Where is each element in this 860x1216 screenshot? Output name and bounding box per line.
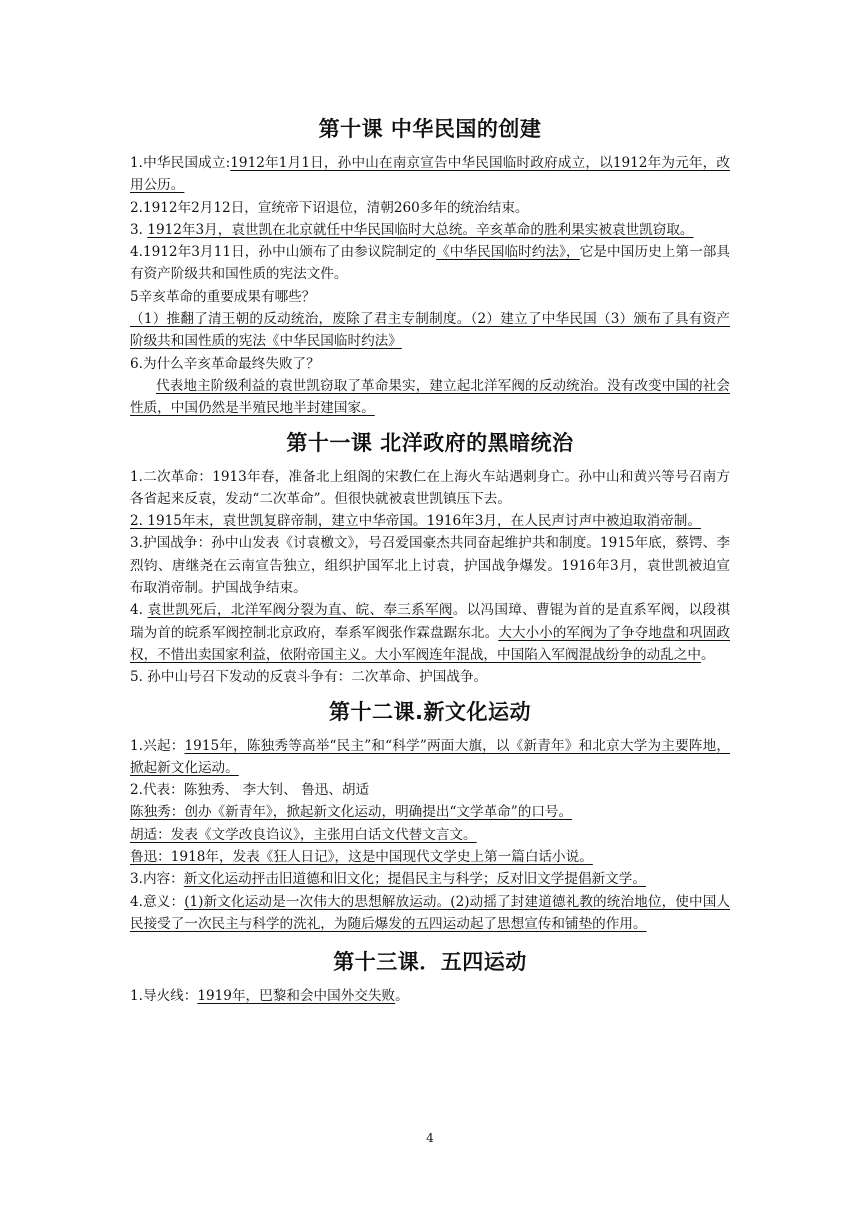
paragraph	[130, 868, 730, 890]
text: 。以冯国璋、曹锟为首的是直系军阀，以段祺瑞为首的皖系军阀控制北京政府，奉系军阀张作霖盘踞东北。	[130, 602, 731, 641]
paragraph	[130, 985, 730, 1007]
underlined-text: 胡适：发表《文学改良诌议》，主张用白话文代替文言文。	[130, 826, 477, 843]
lesson-12-body	[130, 735, 730, 936]
paragraph	[130, 510, 730, 532]
paragraph	[130, 599, 730, 666]
paragraph-lead: 1.中华民国成立:	[130, 155, 231, 171]
text: 它是中国历史上第一部具有资产阶级共和国性质的宪法文件。	[130, 244, 731, 283]
question: 6.为什么辛亥革命最终失败了？	[130, 355, 320, 372]
answer	[130, 308, 730, 353]
underlined-text: 代表地主阶级利益的袁世凯窃取了革命果实，建立起北洋军阀的反动统治。没有改变中国的社会性质，中国仍然是半殖民地半封建国家。	[130, 377, 730, 417]
underlined-text: (1)新文化运动是一次伟大的思想解放运动。(2)动摇了封建道德礼教的统治地位，使中国人民接受了一次民主与科学的洗礼，为随后爆发的五四运动起了思想宣传和铺垫的作用。	[130, 893, 730, 932]
text: 4.1912年3月11日，孙中山颁布了由参议院制定的	[130, 244, 437, 261]
underlined-text: 大大小小的军阀为了争夺地盘和巩固政权，不惜出卖国家利益，依附帝国主义。大小军阀连年混战，中国陷入军阀混战纷争的动乱之中	[130, 624, 731, 663]
lesson-13-title: 第十三课．五四运动	[333, 950, 527, 975]
paragraph-lead: 4.	[130, 602, 148, 619]
underlined-text: 陈独秀：创办《新青年》，掀起新文化运动，明确提出“文学革命”的口号。	[130, 804, 573, 821]
text: 。	[700, 646, 715, 663]
underlined-text: 鲁迅：1918年，发表《狂人日记》，这是中国现代文学史上第一篇白话小说。	[130, 849, 593, 866]
lesson-10-body	[130, 152, 730, 420]
lesson-10-title: 第十课 中华民国的创建	[318, 117, 542, 141]
lesson-11-title: 第十一课 北洋政府的黑暗统治	[286, 430, 574, 455]
answer	[130, 375, 730, 420]
paragraph	[130, 846, 730, 868]
paragraph: 2.1912年2月12日，宣统帝下诏退位，清朝260多年的统治结束。	[130, 199, 529, 216]
underlined-text: 1919年，巴黎和会中国外交失败	[197, 988, 396, 1005]
paragraph: 3.护国战争：孙中山发表《讨袁檄文》，号召爱国豪杰共同奋起维护共和制度。1915年底，蔡锷、李烈钧、唐继尧在云南宣告独立，组织护国军北上讨袁，护国战争爆发。1916年3月，袁世凯被迫宣布取消帝制。护国战争结束。	[130, 535, 730, 597]
paragraph	[130, 801, 730, 823]
paragraph	[130, 241, 730, 286]
paragraph: 5. 孙中山号召下发动的反袁斗争有：二次革命、护国战争。	[130, 669, 488, 686]
paragraph	[130, 824, 730, 846]
paragraph-lead: 3.内容：	[130, 871, 184, 888]
underlined-text: 《中华民国临时约法》，	[436, 244, 580, 261]
paragraph-lead: 1.兴起：	[130, 737, 185, 754]
underlined-text: （1）推翻了清王朝的反动统治，废除了君主专制制度。（2）建立了中华民国（3）颁布了具有资产阶级共和国性质的宪法《中华民国临时约法》	[130, 311, 730, 350]
paragraph	[130, 219, 730, 241]
paragraph	[130, 152, 730, 197]
paragraph-lead: 4.意义：	[130, 893, 185, 910]
paragraph	[130, 735, 730, 780]
paragraph-lead: 1.导火线：	[130, 988, 198, 1005]
underlined-text: 1912年3月，袁世凯在北京就任中华民国临时大总统。辛亥革命的胜利果实被袁世凯窃取。	[147, 221, 694, 238]
lesson-12-title: 第十二课.新文化运动	[329, 699, 531, 724]
paragraph: 2.代表：陈独秀、 李大钊、 鲁迅、胡适	[130, 782, 370, 799]
page-number: 4	[426, 1131, 434, 1145]
underlined-text: 新文化运动抨击旧道德和旧文化；提倡民主与科学；反对旧文学提倡新文学。	[183, 871, 646, 888]
lesson-13-body	[130, 985, 730, 1007]
paragraph-lead: 3.	[130, 221, 148, 238]
text: 。	[395, 988, 409, 1005]
question: 5辛亥革命的重要成果有哪些？	[130, 288, 316, 305]
paragraph: 1.二次革命：1913年春，准备北上组阁的宋教仁在上海火车站遇刺身亡。孙中山和黄兴等号召南方各省起来反袁，发动“二次革命”。但很快就被袁世凯镇压下去。	[130, 468, 730, 507]
underlined-text: 2. 1915年末，袁世凯复辟帝制，建立中华帝国。1916年3月，在人民声讨声中被迫取消帝制。	[130, 513, 701, 530]
underlined-text: 1912年1月1日，孙中山在南京宣告中华民国临时政府成立，以1912年为元年，改用公历。	[130, 155, 730, 194]
lesson-11-body	[130, 466, 730, 689]
underlined-text: 袁世凯死后，北洋军阀分裂为直、皖、奉三系军阀	[147, 602, 453, 619]
paragraph	[130, 891, 730, 936]
page-content	[130, 112, 730, 1008]
underlined-text: 1915年，陈独秀等高举“民主”和“科学”两面大旗，以《新青年》和北京大学为主要阵地，掀起新文化运动。	[130, 737, 730, 776]
